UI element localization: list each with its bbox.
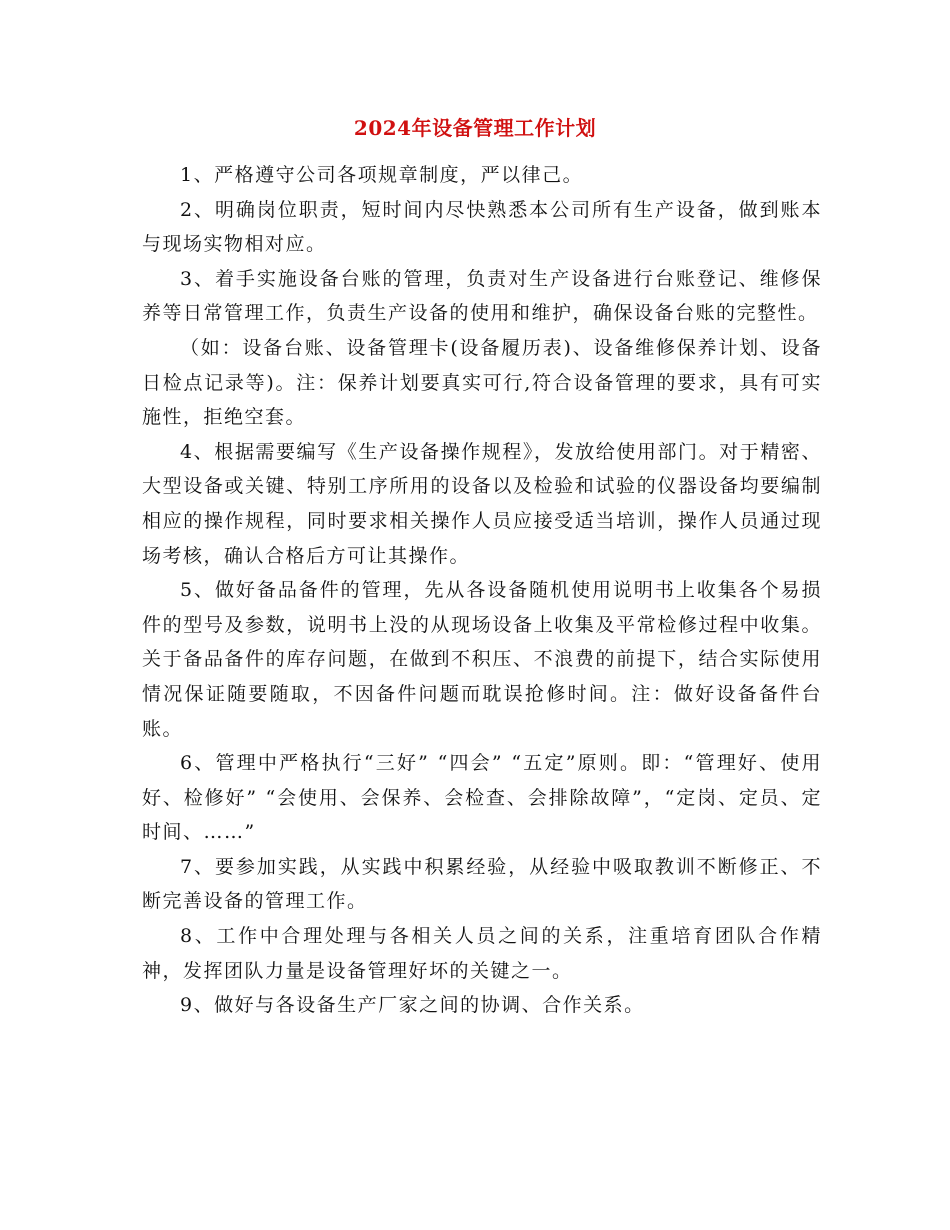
paragraph-6: 6、管理中严格执行“三好” “四会” “五定”原则。即：“管理好、使用好、检修好” “会使用、会保养、会检查、会排除故障”，“定岗、定员、定时间、……” [142, 752, 822, 844]
paragraph-3: 3、着手实施设备台账的管理，负责对生产设备进行台账登记、维修保养等日常管理工作，负责生产设备的使用和维护，确保设备台账的完整性。 [142, 267, 822, 325]
paragraph-1: 1、严格遵守公司各项规章制度，严以律己。 [180, 164, 584, 186]
paragraph-9: 9、做好与各设备生产厂家之间的协调、合作关系。 [180, 994, 645, 1017]
paragraph-8: 8、工作中合理处理与各相关人员之间的关系，注重培育团队合作精神，发挥团队力量是设备管理好坏的关键之一。 [142, 925, 822, 982]
paragraph-2: 2、明确岗位职责，短时间内尽快熟悉本公司所有生产设备，做到账本与现场实物相对应。 [142, 198, 822, 256]
paragraph-4: 4、根据需要编写《生产设备操作规程》，发放给使用部门。对于精密、大型设备或关键、特别工序所用的设备以及检验和试验的仪器设备均要编制相应的操作规程，同时要求相关操作人员应接受适当培训，操作人员通过现场考核，确认合格后方可让其操作。 [142, 440, 822, 567]
paragraph-3-note: （如：设备台账、设备管理卡(设备履历表)、设备维修保养计划、设备日检点记录等)。注：保养计划要真实可行,符合设备管理的要求，具有可实施性，拒绝空套。 [142, 336, 822, 429]
document-body [142, 158, 822, 1023]
paragraph-5: 5、做好备品备件的管理，先从各设备随机使用说明书上收集各个易损件的型号及参数，说明书上没的从现场设备上收集及平常检修过程中收集。关于备品备件的库存问题，在做到不积压、不浪费的前提下，结合实际使用情况保证随要随取，不因备件问题而耽误抢修时间。注：做好设备备件台账。 [142, 579, 822, 740]
paragraph-7: 7、要参加实践，从实践中积累经验，从经验中吸取教训不断修正、不断完善设备的管理工作。 [142, 855, 822, 913]
document-title: 2024年设备管理工作计划 [353, 116, 597, 140]
